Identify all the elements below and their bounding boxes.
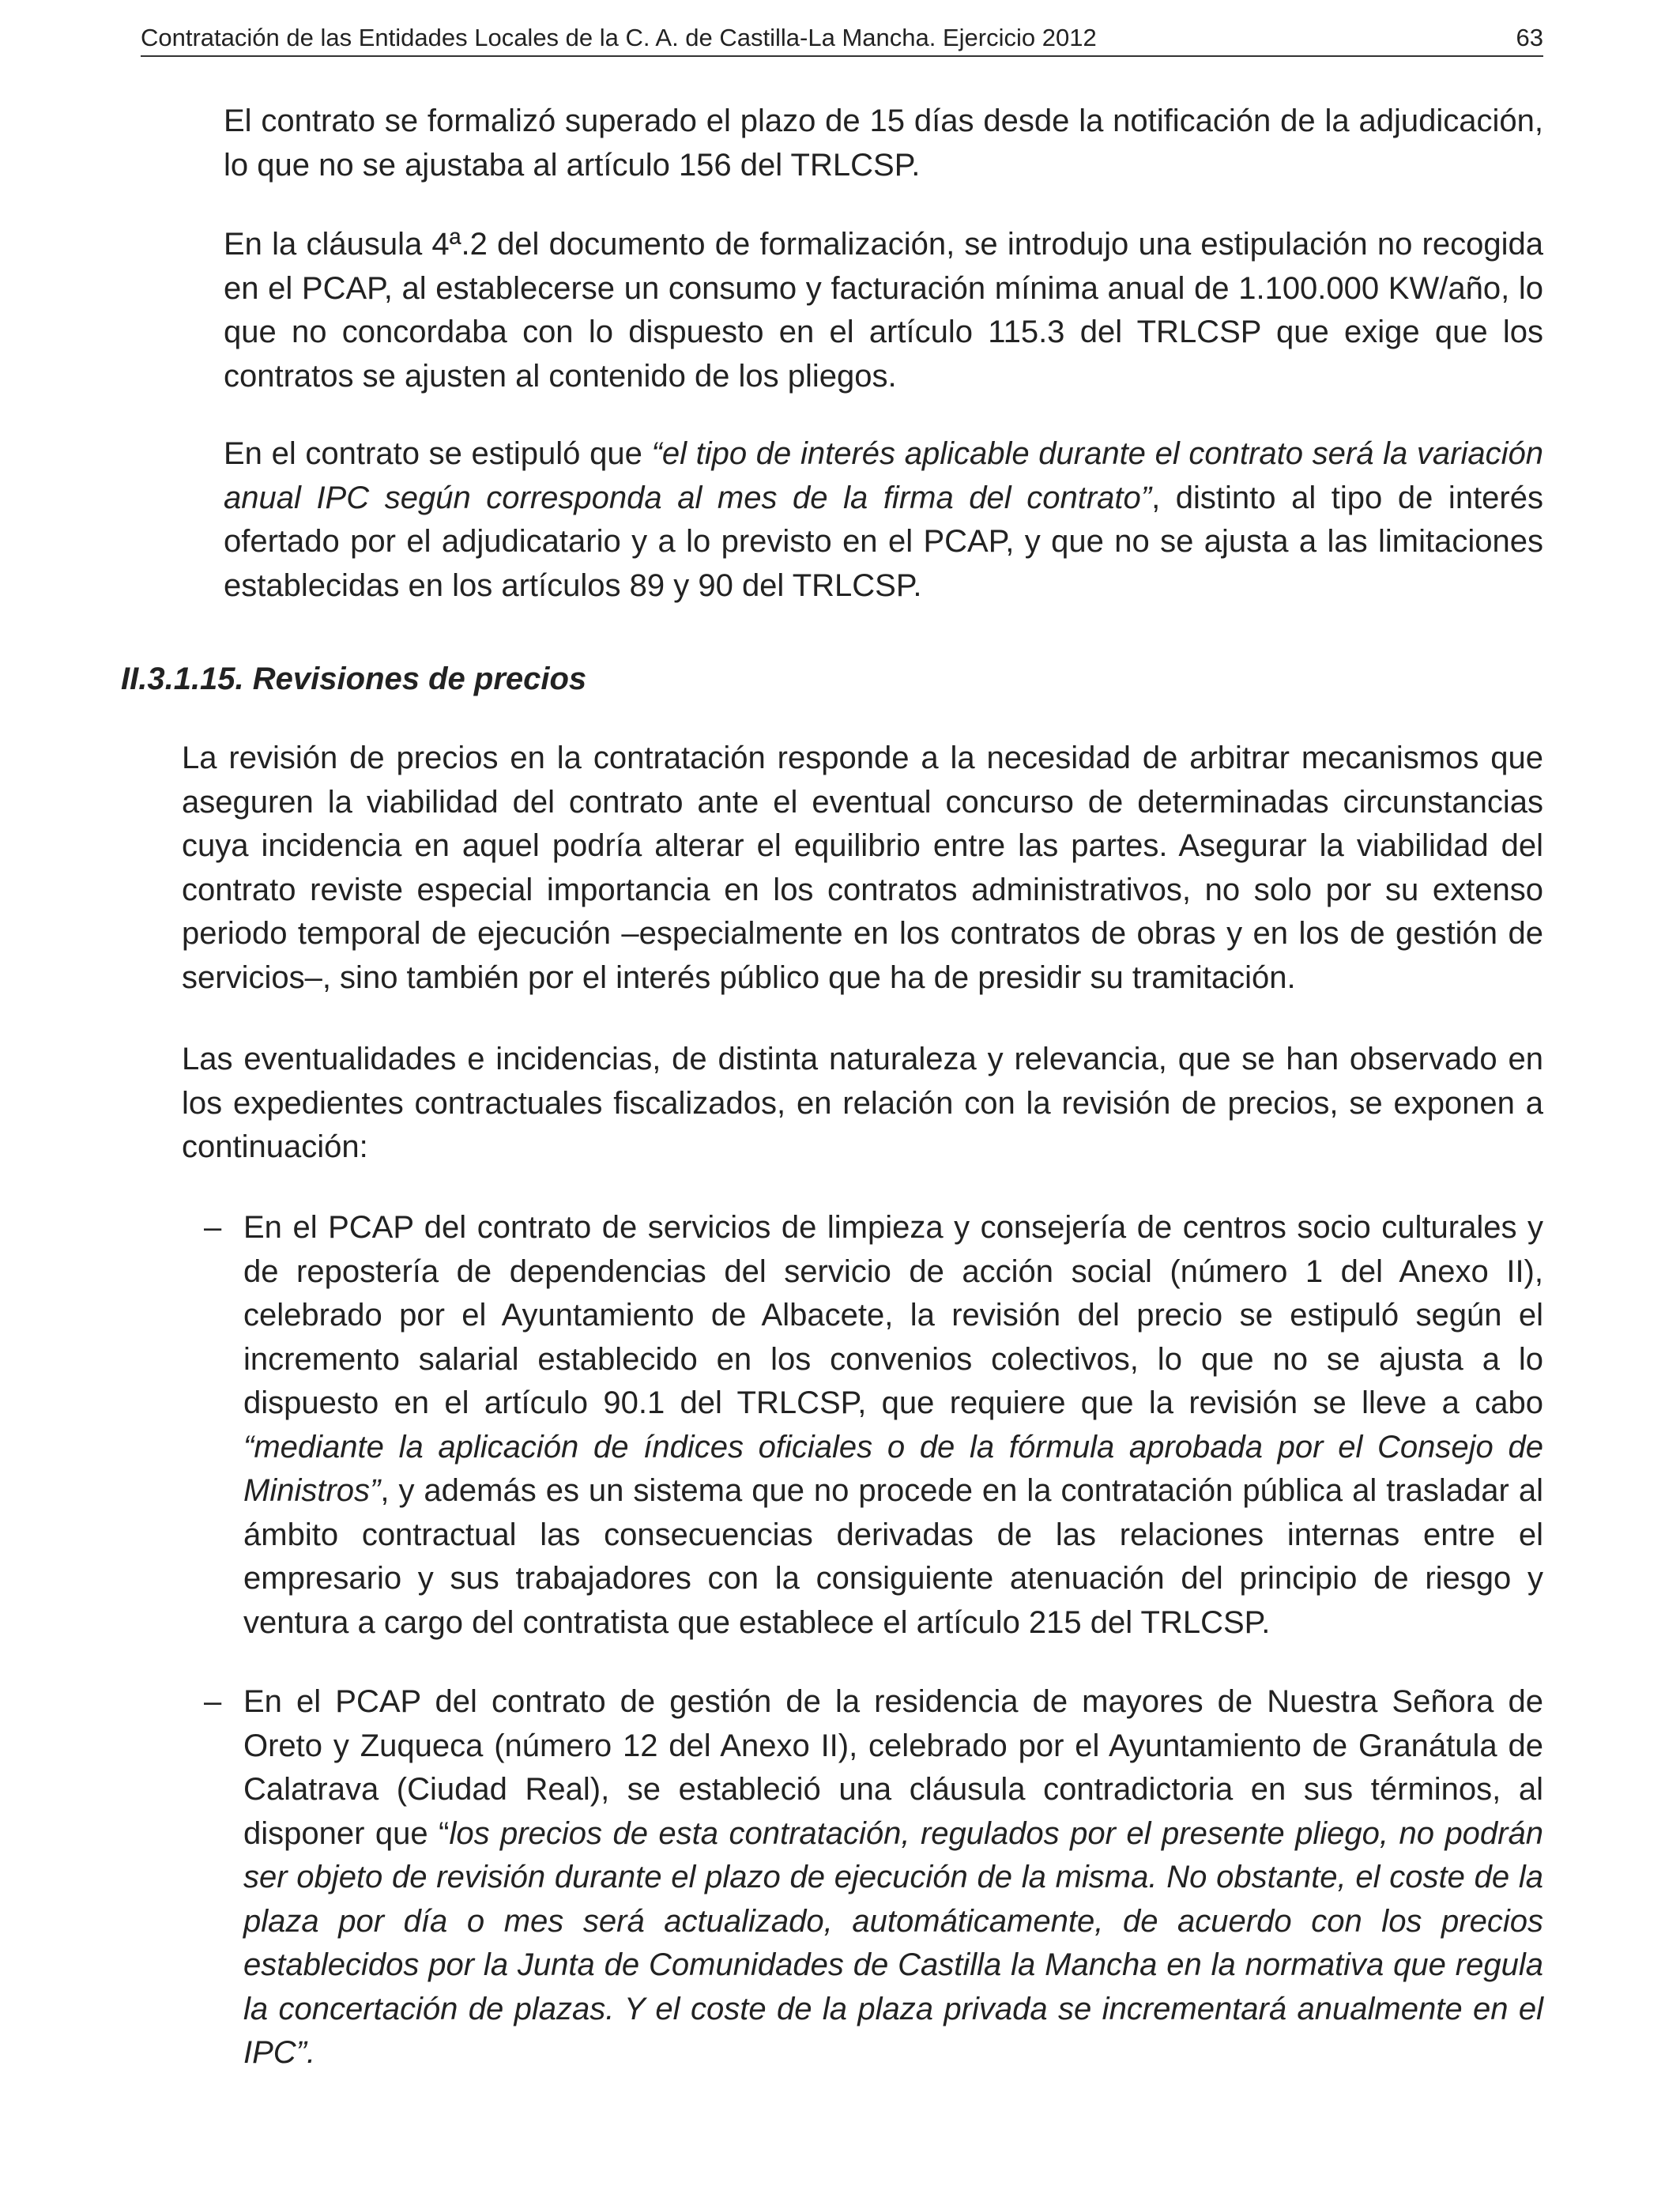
- header-title: Contratación de las Entidades Locales de la C. A. de Castilla-La Mancha. Ejercicio 2012: [141, 24, 1097, 51]
- list-item-albacete: [243, 1206, 1543, 1645]
- quoted-text: “mediante la aplicación de índices oficiales o de la fórmula aprobada por el Consejo de Ministros”: [243, 1429, 1543, 1508]
- paragraph-text: En el contrato se estipuló que: [224, 436, 652, 471]
- bullet-dash: –: [204, 1210, 222, 1245]
- running-header: [141, 22, 1543, 57]
- quoted-text: “el tipo de interés aplicable durante el contrato será la variación anual IPC según corresponda al mes de la firma del contrato”: [224, 436, 1543, 515]
- paragraph-formalization-deadline: El contrato se formalizó superado el plazo de 15 días desde la notificación de la adjudicación, lo que no se ajustaba al artículo 156 del TRLCSP.: [224, 104, 1543, 183]
- paragraph-incidents-intro: Las eventualidades e incidencias, de distinta naturaleza y relevancia, que se han observado en los expedientes contractuales fiscalizados, en relación con la revisión de precios, se exponen a continuación:: [182, 1042, 1543, 1164]
- quoted-text: los precios de esta contratación, regulados por el presente pliego, no podrán ser objeto de revisión durante el plazo de ejecución de la misma. No obstante, el coste de la plaza por día o mes será actualizado, automáticamente, de acuerdo con los precios establecidos por la Junta de Comunidades de Castilla la Mancha en la normativa que regula la concertación de plazas. Y el coste de la plaza privada se incrementará anualmente en el IPC”.: [243, 1815, 1543, 2070]
- list-item-text: En el PCAP del contrato de servicios de limpieza y consejería de centros socio culturales y de repostería de dependencias del servicio de acción social (número 1 del Anexo II), celebrado por el Ayuntamiento de Albacete, la revisión del precio se estipuló según el incremento salarial establecido en los convenios colectivos, lo que no se ajusta a lo dispuesto en el artículo 90.1 del TRLCSP, que requiere que la revisión se lleve a cabo: [243, 1210, 1543, 1420]
- list-item-granatula: [243, 1680, 1543, 2075]
- bullet-dash: –: [204, 1684, 222, 1719]
- paragraph-clause-stipulation: En la cláusula 4ª.2 del documento de formalización, se introdujo una estipulación no recogida en el PCAP, al establecerse un consumo y facturación mínima anual de 1.100.000 KW/año, lo que no concordaba con lo dispuesto en el artículo 115.3 del TRLCSP que exige que los contratos se ajusten al contenido de los pliegos.: [224, 227, 1543, 394]
- page-number: 63: [1516, 24, 1543, 51]
- paragraph-price-revision-intro: La revisión de precios en la contratación responde a la necesidad de arbitrar mecanismos que aseguren la viabilidad del contrato ante el eventual concurso de determinadas circunstancias cuya incidencia en aquel podría alterar el equilibrio entre las partes. Asegurar la viabilidad del contrato reviste especial importancia en los contratos administrativos, no solo por su extenso periodo temporal de ejecución –especialmente en los contratos de obras y en los de gestión de servicios–, sino también por el interés público que ha de presidir su tramitación.: [182, 741, 1543, 995]
- paragraph-interest-rate: [224, 432, 1543, 608]
- list-item-text: , y además es un sistema que no procede en la contratación pública al trasladar al ámbito contractual las consecuencias derivadas de las relaciones internas entre el empresario y sus trabajadores con la consiguiente atenuación del principio de riesgo y ventura a cargo del contratista que establece el artículo 215 del TRLCSP.: [243, 1473, 1543, 1640]
- list-item-text: En el PCAP del contrato de gestión de la residencia de mayores de Nuestra Señora de Oreto y Zuqueca (número 12 del Anexo II), celebrado por el Ayuntamiento de Granátula de Calatrava (Ciudad Real), se estableció una cláusula contradictoria en sus términos, al disponer que “: [243, 1684, 1543, 1851]
- section-heading: II.3.1.15. Revisiones de precios: [121, 662, 587, 696]
- paragraph-text: , distinto al tipo de interés ofertado por el adjudicatario y a lo previsto en el PCAP, y que no se ajusta a las limitaciones establecidas en los artículos 89 y 90 del TRLCSP.: [224, 480, 1543, 603]
